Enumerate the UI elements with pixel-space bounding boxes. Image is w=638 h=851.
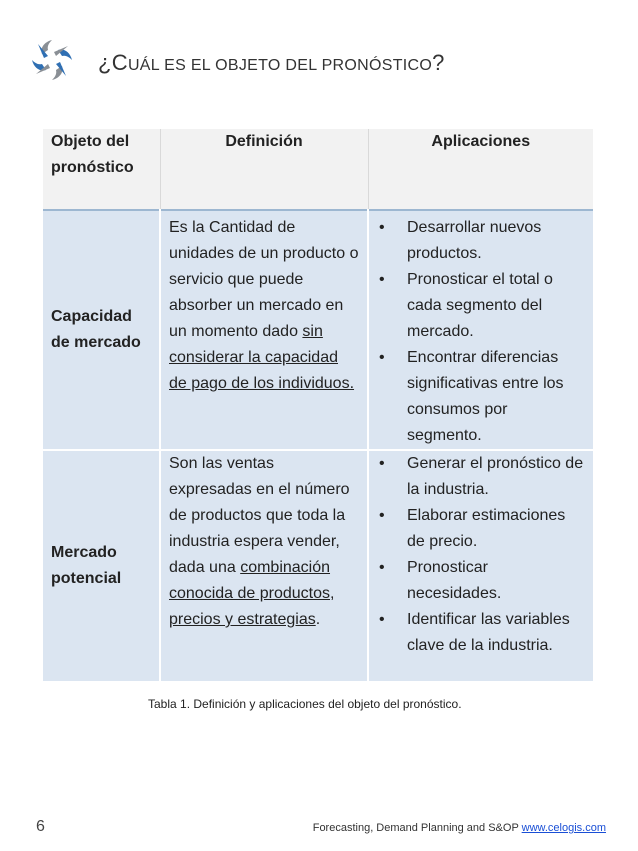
row-label: Capacidad de mercado (43, 210, 160, 450)
page-title (98, 50, 445, 76)
title-first-letter: C (111, 50, 128, 75)
table-row (43, 210, 593, 450)
applications-list (377, 451, 585, 659)
list-item: • Pronosticar el total o cada segmento del mercado. (377, 267, 585, 345)
table-row (43, 450, 593, 681)
list-item: • Identificar las variables clave de la industria. (377, 607, 585, 659)
applications-list (377, 215, 585, 449)
footer (313, 822, 606, 834)
definition-cell (160, 450, 368, 681)
title-question-open: ¿ (98, 50, 112, 75)
definition-tail: . (315, 611, 321, 628)
definition-text: Son las ventas expresadas en el número de productos que toda la industria espera vender, dada una (169, 455, 350, 576)
definition-text: Es la Cantidad de unidades de un producto o servicio que puede absorber un mercado en un momento dado (169, 219, 359, 340)
page-number: 6 (36, 818, 45, 835)
list-item: • Desarrollar nuevos productos. (377, 215, 585, 267)
table-header-row (43, 129, 593, 210)
applications-cell (368, 210, 593, 450)
celogis-logo-icon (28, 36, 76, 84)
footer-link[interactable]: www.celogis.com (521, 822, 606, 834)
list-item: • Elaborar estimaciones de precio. (377, 503, 585, 555)
title-rest: UÁL ES EL OBJETO DEL PRONÓSTICO (127, 57, 433, 74)
list-item: • Encontrar diferencias significativas entre los consumos por segmento. (377, 345, 585, 449)
list-item: • Generar el pronóstico de la industria. (377, 451, 585, 503)
header-aplicaciones: Aplicaciones (368, 129, 593, 210)
definition-underlined-text: sin considerar la capacidad de pago de los individuos. (169, 323, 355, 392)
header-objeto: Objeto del pronóstico (43, 129, 160, 210)
header-definicion: Definición (160, 129, 368, 210)
definition-cell (160, 210, 368, 450)
forecast-object-table (43, 129, 593, 681)
definition-underlined-text: combinación conocida de productos, precios y estrategias (169, 559, 335, 628)
applications-cell (368, 450, 593, 681)
footer-text: Forecasting, Demand Planning and S&OP (312, 822, 522, 834)
row-label: Mercado potencial (43, 450, 160, 681)
list-item: • Pronosticar necesidades. (377, 555, 585, 607)
title-question-close: ? (432, 50, 445, 75)
table-caption: Tabla 1. Definición y aplicaciones del objeto del pronóstico. (148, 697, 462, 711)
